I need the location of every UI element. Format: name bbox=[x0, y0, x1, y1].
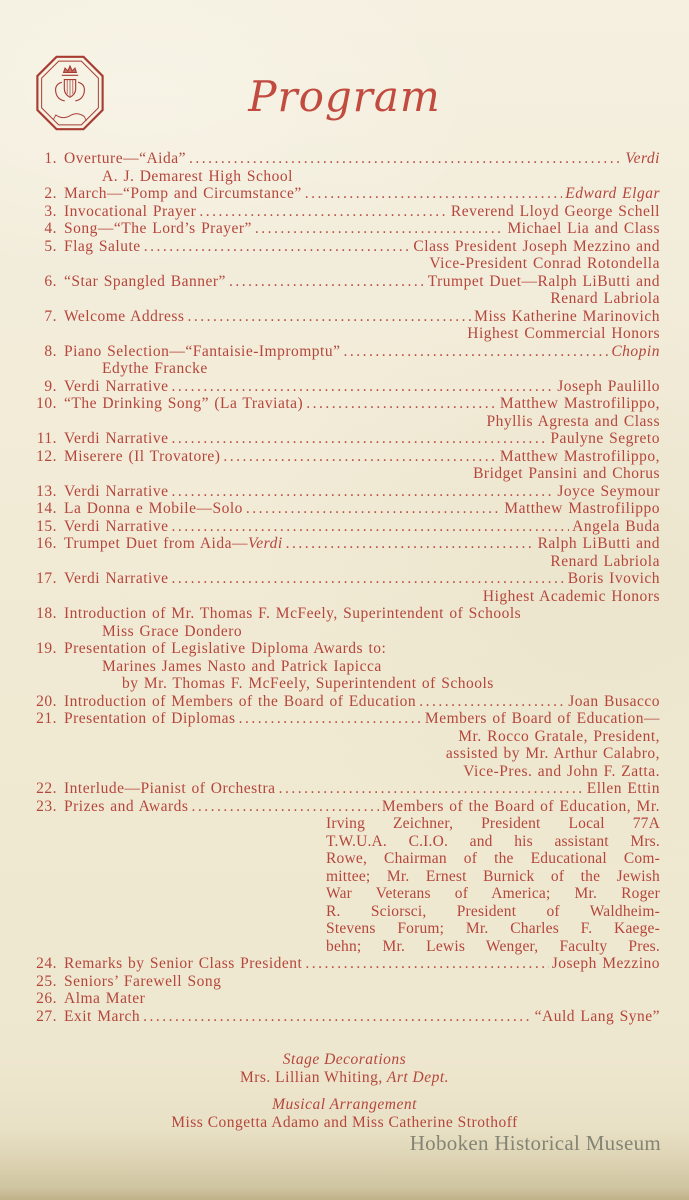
item-performer: Joan Busacco bbox=[568, 692, 660, 710]
program-item bbox=[30, 378, 660, 396]
item-body bbox=[64, 448, 660, 483]
item-body bbox=[64, 238, 660, 273]
program-item bbox=[30, 570, 660, 605]
item-number: 17. bbox=[36, 570, 57, 587]
program-item bbox=[30, 605, 660, 640]
item-mainline bbox=[64, 273, 660, 291]
item-performer: Matthew Mastrofilippo bbox=[504, 500, 660, 517]
item-mainline bbox=[64, 185, 660, 203]
item-subline: Mr. Rocco Gratale, President, bbox=[458, 727, 660, 745]
museum-watermark: Hoboken Historical Museum bbox=[409, 1131, 661, 1155]
dotted-leader bbox=[279, 780, 584, 798]
program-item bbox=[30, 973, 660, 991]
item-body bbox=[64, 780, 660, 798]
item-title: Invocational Prayer bbox=[64, 202, 197, 220]
item-subline: A. J. Demarest High School bbox=[102, 167, 293, 185]
item-performer: Trumpet Duet—Ralph LiButti and bbox=[427, 272, 660, 290]
item-mainline bbox=[64, 640, 660, 658]
program-item bbox=[30, 990, 660, 1008]
item-title: Verdi Narrative bbox=[64, 377, 169, 395]
item-performer: Matthew Mastrofilippo, bbox=[499, 447, 660, 465]
item-performer: Joseph Paulillo bbox=[557, 377, 660, 395]
item-performer: Paulyne Segreto bbox=[550, 430, 660, 447]
item-mainline bbox=[64, 308, 660, 326]
item-body bbox=[64, 535, 660, 570]
dotted-leader bbox=[343, 343, 608, 361]
page-title: Program bbox=[248, 72, 441, 121]
item-mainline bbox=[64, 1008, 660, 1026]
item-subline: Marines James Nasto and Patrick Iapicca bbox=[102, 657, 382, 675]
item-performer: Joseph Mezzino bbox=[551, 955, 660, 972]
item-mainline bbox=[64, 798, 660, 816]
dotted-leader bbox=[286, 535, 535, 553]
item-body bbox=[64, 1008, 660, 1026]
item-performer: Ellen Ettin bbox=[586, 780, 660, 797]
item-title: Presentation of Diplomas bbox=[64, 710, 236, 727]
item-performer: Reverend Lloyd George Schell bbox=[450, 202, 660, 220]
musical-arrangement-section bbox=[0, 1096, 689, 1132]
item-block-line: Rowe, Chairman of the Educational Com- bbox=[326, 850, 660, 867]
item-subline: Vice-President Conrad Rotondella bbox=[429, 255, 660, 272]
item-subline: by Mr. Thomas F. McFeely, Superintendent of Schools bbox=[122, 675, 494, 692]
item-number: 13. bbox=[36, 482, 57, 500]
item-wrapped-block bbox=[326, 815, 660, 955]
dotted-leader bbox=[171, 378, 554, 396]
dotted-leader bbox=[229, 273, 425, 291]
item-body bbox=[64, 518, 660, 536]
item-number: 15. bbox=[36, 517, 57, 535]
item-number: 10. bbox=[36, 395, 57, 412]
item-subline: Phyllis Agresta and Class bbox=[486, 412, 660, 430]
item-mainline bbox=[64, 238, 660, 256]
item-body bbox=[64, 483, 660, 501]
program-item bbox=[30, 185, 660, 203]
item-number: 7. bbox=[44, 307, 57, 325]
item-title: Prizes and Awards bbox=[64, 797, 189, 815]
item-title: Presentation of Legislative Diploma Awards to: bbox=[64, 640, 387, 657]
footer-line-musical bbox=[0, 1114, 689, 1132]
item-mainline bbox=[64, 448, 660, 466]
item-block-line: behn; Mr. Lewis Wenger, Faculty Pres. bbox=[326, 937, 660, 955]
item-number: 2. bbox=[44, 185, 57, 202]
program-item bbox=[30, 798, 660, 956]
item-performer: Angela Buda bbox=[572, 517, 660, 535]
item-block-line: R. Sciorsci, President of Waldheim- bbox=[326, 902, 660, 920]
program-item bbox=[30, 693, 660, 711]
program-item bbox=[30, 518, 660, 536]
item-performer: Members of Board of Education— bbox=[424, 710, 660, 727]
item-mainline bbox=[64, 535, 660, 553]
dotted-leader bbox=[191, 798, 378, 816]
item-performer: Class President Joseph Mezzino and bbox=[413, 237, 660, 255]
program-item bbox=[30, 343, 660, 378]
dotted-leader bbox=[171, 518, 569, 536]
program-item bbox=[30, 640, 660, 693]
dotted-leader bbox=[189, 150, 622, 168]
item-mainline bbox=[64, 395, 660, 413]
footer-line-em: Art Dept. bbox=[382, 1069, 450, 1086]
item-body bbox=[64, 605, 660, 640]
item-title-em: Verdi bbox=[248, 535, 283, 552]
item-body bbox=[64, 273, 660, 308]
item-mainline bbox=[64, 570, 660, 588]
program-item bbox=[30, 535, 660, 570]
item-mainline bbox=[64, 693, 660, 711]
item-body bbox=[64, 693, 660, 711]
item-mainline bbox=[64, 150, 660, 168]
dotted-leader bbox=[305, 955, 548, 973]
dotted-leader bbox=[187, 308, 471, 326]
item-body bbox=[64, 150, 660, 185]
item-body bbox=[64, 990, 660, 1008]
item-number: 26. bbox=[36, 990, 57, 1007]
program-item bbox=[30, 395, 660, 430]
dotted-leader bbox=[255, 220, 505, 238]
header bbox=[0, 0, 689, 150]
item-performer: “Auld Lang Syne” bbox=[534, 1007, 660, 1025]
dotted-leader bbox=[171, 483, 554, 501]
dotted-leader bbox=[143, 1008, 531, 1026]
footer-line-text: Miss Congetta Adamo and Miss Catherine Strothoff bbox=[171, 1114, 518, 1131]
item-block-line: T.W.U.A. C.I.O. and his assistant Mrs. bbox=[326, 832, 660, 850]
item-number: 4. bbox=[44, 220, 57, 237]
item-title: La Donna e Mobile—Solo bbox=[64, 500, 243, 517]
footer bbox=[0, 1051, 689, 1132]
dotted-leader bbox=[171, 570, 564, 588]
item-title: “The Drinking Song” (La Traviata) bbox=[64, 395, 304, 412]
program-list bbox=[0, 150, 689, 1025]
item-number: 11. bbox=[36, 430, 57, 447]
item-performer: Members of the Board of Education, Mr. bbox=[381, 797, 660, 815]
item-title: Trumpet Duet from Aida—Verdi bbox=[64, 535, 283, 552]
item-title: Alma Mater bbox=[64, 990, 146, 1007]
item-number: 27. bbox=[36, 1007, 57, 1025]
item-number: 5. bbox=[44, 237, 57, 255]
item-number: 3. bbox=[44, 202, 57, 220]
item-mainline bbox=[64, 220, 660, 238]
item-number: 19. bbox=[36, 640, 57, 657]
item-title: Song—“The Lord’s Prayer” bbox=[64, 220, 252, 237]
item-performer: Miss Katherine Marinovich bbox=[474, 307, 660, 325]
item-body bbox=[64, 570, 660, 605]
item-number: 20. bbox=[36, 692, 57, 710]
item-mainline bbox=[64, 203, 660, 221]
item-performer: Matthew Mastrofilippo, bbox=[499, 395, 660, 412]
program-item bbox=[30, 273, 660, 308]
item-mainline bbox=[64, 990, 660, 1008]
dotted-leader bbox=[419, 693, 565, 711]
item-title: Introduction of Members of the Board of Education bbox=[64, 692, 417, 710]
item-body bbox=[64, 640, 660, 693]
item-mainline bbox=[64, 378, 660, 396]
item-subline: Highest Academic Honors bbox=[482, 587, 660, 605]
item-subline: Miss Grace Dondero bbox=[102, 622, 243, 640]
item-number: 16. bbox=[36, 535, 57, 552]
item-title: Overture—“Aida” bbox=[64, 150, 186, 167]
item-title: Flag Salute bbox=[64, 237, 141, 255]
item-subline: Renard Labriola bbox=[550, 290, 660, 307]
program-item bbox=[30, 955, 660, 973]
item-mainline bbox=[64, 973, 660, 991]
item-body bbox=[64, 308, 660, 343]
item-title: March—“Pomp and Circumstance” bbox=[64, 185, 302, 202]
item-body bbox=[64, 500, 660, 518]
item-body bbox=[64, 955, 660, 973]
item-subline: Vice-Pres. and John F. Zatta. bbox=[463, 762, 660, 780]
dotted-leader bbox=[305, 185, 563, 203]
item-subline: Bridget Pansini and Chorus bbox=[473, 465, 660, 482]
item-mainline bbox=[64, 500, 660, 518]
program-item bbox=[30, 483, 660, 501]
item-mainline bbox=[64, 605, 660, 623]
footer-heading-stage: Stage Decorations bbox=[282, 1051, 407, 1068]
item-body bbox=[64, 378, 660, 396]
item-number: 24. bbox=[36, 955, 57, 972]
item-number: 25. bbox=[36, 972, 57, 990]
item-title: Welcome Address bbox=[64, 307, 185, 325]
item-subline: Renard Labriola bbox=[550, 552, 660, 570]
item-title: “Star Spangled Banner” bbox=[64, 272, 226, 290]
item-mainline bbox=[64, 955, 660, 973]
item-mainline bbox=[64, 343, 660, 361]
item-body bbox=[64, 710, 660, 780]
program-item bbox=[30, 203, 660, 221]
program-item bbox=[30, 238, 660, 273]
item-number: 8. bbox=[44, 342, 57, 360]
dotted-leader bbox=[171, 430, 547, 448]
item-block-line: Irving Zeichner, President Local 77A bbox=[326, 815, 660, 832]
item-body bbox=[64, 185, 660, 203]
item-number: 18. bbox=[36, 605, 57, 622]
dotted-leader bbox=[306, 395, 497, 413]
item-mainline bbox=[64, 483, 660, 501]
program-item bbox=[30, 780, 660, 798]
item-subline: Highest Commercial Honors bbox=[467, 325, 660, 342]
item-title: Piano Selection—“Fantaisie-Impromptu” bbox=[64, 342, 341, 360]
footer-line-stage bbox=[0, 1069, 689, 1087]
item-performer: Joyce Seymour bbox=[557, 482, 660, 500]
item-title: Verdi Narrative bbox=[64, 430, 169, 447]
footer-line-text: Mrs. Lillian Whiting, bbox=[239, 1069, 383, 1086]
item-body bbox=[64, 395, 660, 430]
item-block-line: Stevens Forum; Mr. Charles F. Kaege- bbox=[326, 920, 660, 937]
item-mainline bbox=[64, 710, 660, 728]
item-mainline bbox=[64, 430, 660, 448]
program-item bbox=[30, 448, 660, 483]
item-title: Verdi Narrative bbox=[64, 482, 169, 500]
program-item bbox=[30, 308, 660, 343]
item-title: Verdi Narrative bbox=[64, 570, 169, 587]
program-item bbox=[30, 710, 660, 780]
item-number: 6. bbox=[44, 272, 57, 290]
item-title: Verdi Narrative bbox=[64, 517, 169, 535]
dotted-leader bbox=[246, 500, 501, 518]
item-number: 23. bbox=[36, 797, 57, 815]
program-item bbox=[30, 150, 660, 185]
item-performer: Ralph LiButti and bbox=[537, 535, 660, 552]
item-performer: Edward Elgar bbox=[565, 185, 660, 202]
dotted-leader bbox=[223, 448, 497, 466]
item-number: 14. bbox=[36, 500, 57, 517]
item-number: 9. bbox=[44, 377, 57, 395]
stage-decorations-section bbox=[0, 1051, 689, 1087]
item-number: 1. bbox=[44, 150, 57, 167]
item-body bbox=[64, 973, 660, 991]
item-number: 21. bbox=[36, 710, 57, 727]
item-subline: assisted by Mr. Arthur Calabro, bbox=[445, 745, 660, 762]
item-title: Miserere (Il Trovatore) bbox=[64, 447, 221, 465]
item-block-line: mittee; Mr. Ernest Burnick of the Jewish bbox=[326, 867, 660, 885]
item-title: Introduction of Mr. Thomas F. McFeely, Superintendent of Schools bbox=[64, 605, 522, 622]
dotted-leader bbox=[199, 203, 448, 221]
item-subline: Edythe Francke bbox=[102, 360, 208, 377]
program-item bbox=[30, 430, 660, 448]
item-body bbox=[64, 203, 660, 221]
item-performer: Chopin bbox=[611, 342, 660, 360]
item-number: 12. bbox=[36, 447, 57, 465]
item-body bbox=[64, 220, 660, 238]
item-title: Interlude—Pianist of Orchestra bbox=[64, 780, 276, 797]
program-item bbox=[30, 220, 660, 238]
dotted-leader bbox=[239, 710, 422, 728]
item-title: Exit March bbox=[64, 1007, 141, 1025]
program-item bbox=[30, 1008, 660, 1026]
item-body bbox=[64, 798, 660, 956]
item-body bbox=[64, 430, 660, 448]
footer-heading-musical: Musical Arrangement bbox=[272, 1096, 417, 1113]
item-performer: Verdi bbox=[625, 150, 660, 167]
item-number: 22. bbox=[36, 780, 57, 797]
dotted-leader bbox=[144, 238, 411, 256]
program-item bbox=[30, 500, 660, 518]
item-body bbox=[64, 343, 660, 378]
item-title: Remarks by Senior Class President bbox=[64, 955, 303, 972]
item-performer: Boris Ivovich bbox=[567, 570, 660, 587]
item-title: Seniors’ Farewell Song bbox=[64, 972, 222, 990]
item-block-line: War Veterans of America; Mr. Roger bbox=[326, 885, 660, 902]
item-mainline bbox=[64, 780, 660, 798]
item-performer: Michael Lia and Class bbox=[507, 220, 660, 237]
item-mainline bbox=[64, 518, 660, 536]
